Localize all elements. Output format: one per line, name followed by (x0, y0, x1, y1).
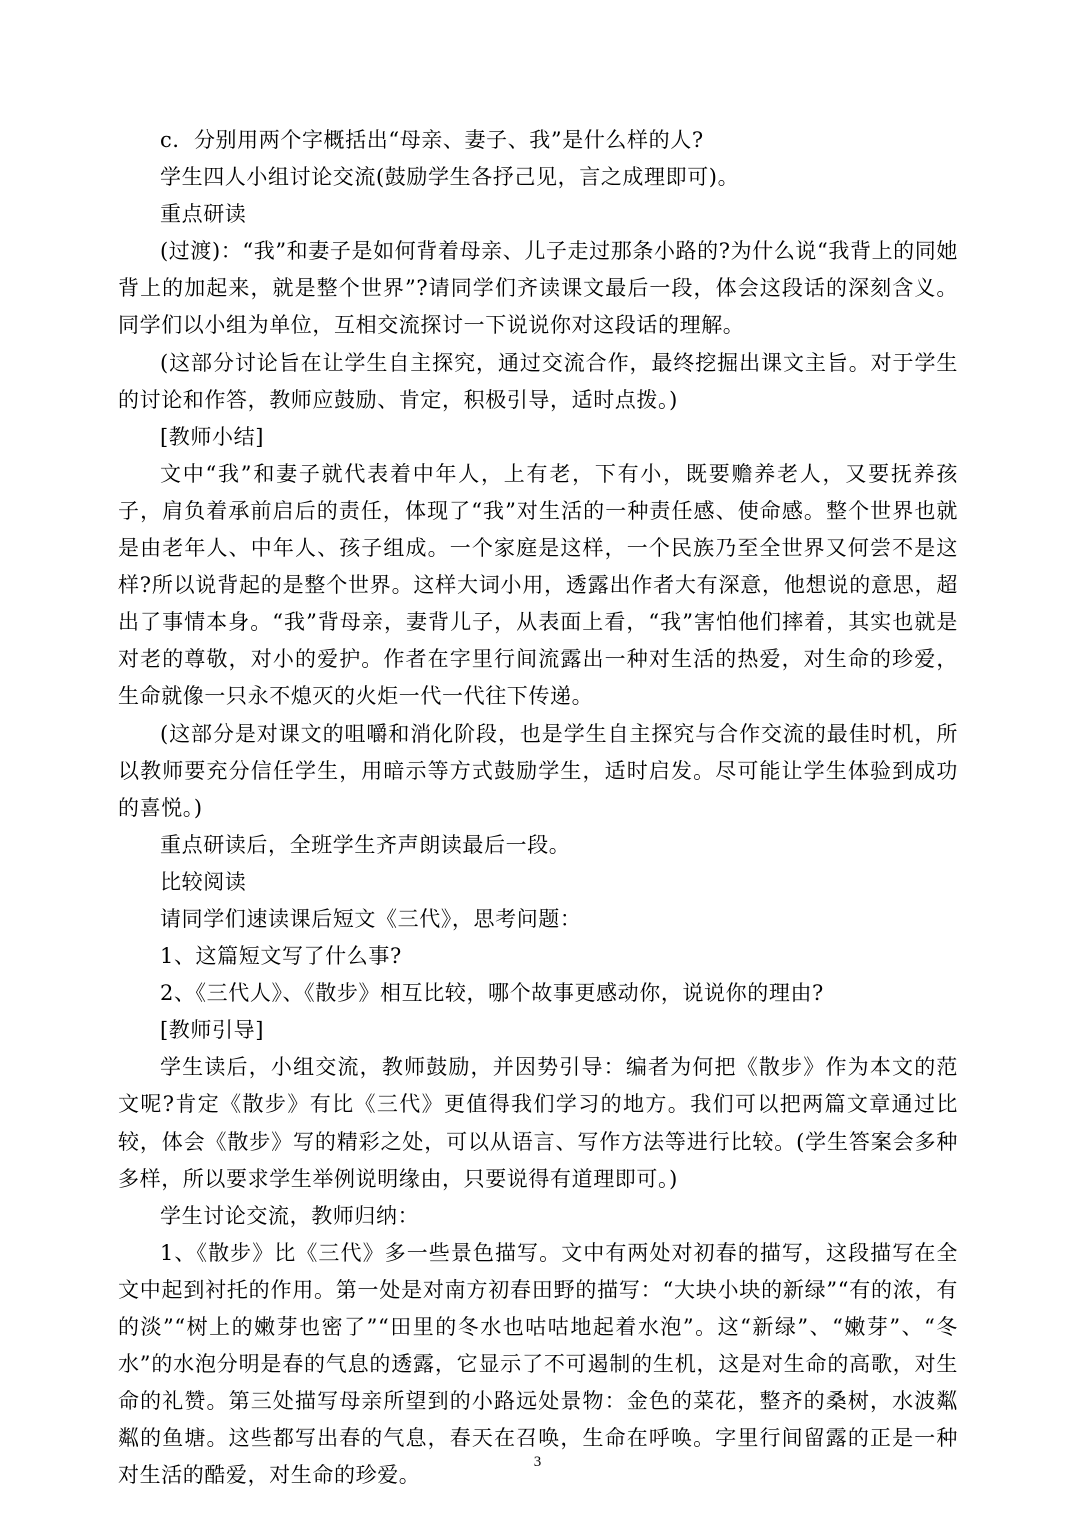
paragraph-question-c: c．分别用两个字概括出“母亲、妻子、我”是什么样的人? (160, 128, 704, 152)
page-number: 3 (533, 1454, 542, 1470)
paragraph-teacher-conclusion: 学生讨论交流，教师归纳： (160, 1203, 420, 1228)
paragraph-summary-text: 文中“我”和妻子就代表着中年人，上有老，下有小，既要赡养老人，又要抚养孩子，肩负着承前启后的责任，体现了“我”对生活的一种责任感、使命感。整个世界也就是由老年人、中年人、孩子组成。一个家庭是这样，一个民族乃至全世界又何尝不是这样?所以说背起的是整个世界。这样大词小用，透露出作者大有深意，他想说的意思，超出了事情本身。“我”背母亲，妻背儿子，从表面上看，“我”害怕他们摔着，其实也就是对老的尊敬，对小的爱护。作者在字里行间流露出一种对生活的热爱，对生命的珍爱，生命就像一只永不熄灭的火炬一代一代往下传递。 (118, 461, 958, 709)
paragraph-transition: (过渡)：“我”和妻子是如何背着母亲、儿子走过那条小路的?为什么说“我背上的同她背上的加起来，就是整个世界”?请同学们齐读课文最后一段，体会这段话的深刻含义。同学们以小组为单位，互相交流探讨一下说说你对这段话的理解。 (118, 239, 958, 338)
paragraph-guidance-text: 学生读后，小组交流，教师鼓励，并因势引导：编者为何把《散步》作为本文的范文呢?肯定《散步》有比《三代》更值得我们学习的地方。我们可以把两篇文章通过比较，体会《散步》写的精彩之处，可以从语言、写作方法等进行比较。(学生答案会多种多样，所以要求学生举例说明缘由，只要说得有道理即可。) (118, 1055, 958, 1191)
heading-teacher-summary: [教师小结] (160, 424, 264, 449)
list-item-question-1: 1、这篇短文写了什么事? (160, 944, 402, 969)
paragraph-quick-read: 请同学们速读课后短文《三代》，思考问题： (160, 906, 582, 931)
paragraph-discussion-note: (这部分讨论旨在让学生自主探究，通过交流合作，最终挖掘出课文主旨。对于学生的讨论和作答，教师应鼓励、肯定，积极引导，适时点拨。) (118, 350, 958, 412)
paragraph-scenery-analysis: 1、《散步》比《三代》多一些景色描写。文中有两处对初春的描写，这段描写在全文中起到衬托的作用。第一处是对南方初春田野的描写：“大块小块的新绿”“有的浓，有的淡”“树上的嫩芽也密了”“田里的冬水也咕咕地起着水泡”。这“新绿”、“嫩芽”、“冬水”的水泡分明是春的气息的透露，它显示了不可遏制的生机，这是对生命的高歌，对生命的礼赞。第三处描写母亲所望到的小路远处景物：金色的菜花，整齐的桑树，水波粼粼的鱼塘。这些都写出春的气息，春天在召唤，生命在呼唤。字里行间留露的正是一种对生活的酷爱，对生命的珍爱。 (118, 1240, 958, 1488)
paragraph-digest-note: (这部分是对课文的咀嚼和消化阶段，也是学生自主探究与合作交流的最佳时机，所以教师要充分信任学生，用暗示等方式鼓励学生，适时启发。尽可能让学生体验到成功的喜悦。) (118, 721, 958, 820)
body-text (118, 122, 958, 1494)
heading-teacher-guidance: [教师引导] (160, 1018, 264, 1043)
list-item-question-2: 2、《三代人》、《散步》相互比较，哪个故事更感动你，说说你的理由? (160, 981, 824, 1006)
paragraph-group-discussion: 学生四人小组讨论交流(鼓励学生各抒己见，言之成理即可)。 (160, 165, 740, 190)
paragraph-read-aloud: 重点研读后，全班学生齐声朗读最后一段。 (160, 832, 571, 857)
heading-key-reading: 重点研读 (160, 202, 247, 227)
heading-comparative-reading: 比较阅读 (160, 869, 247, 894)
